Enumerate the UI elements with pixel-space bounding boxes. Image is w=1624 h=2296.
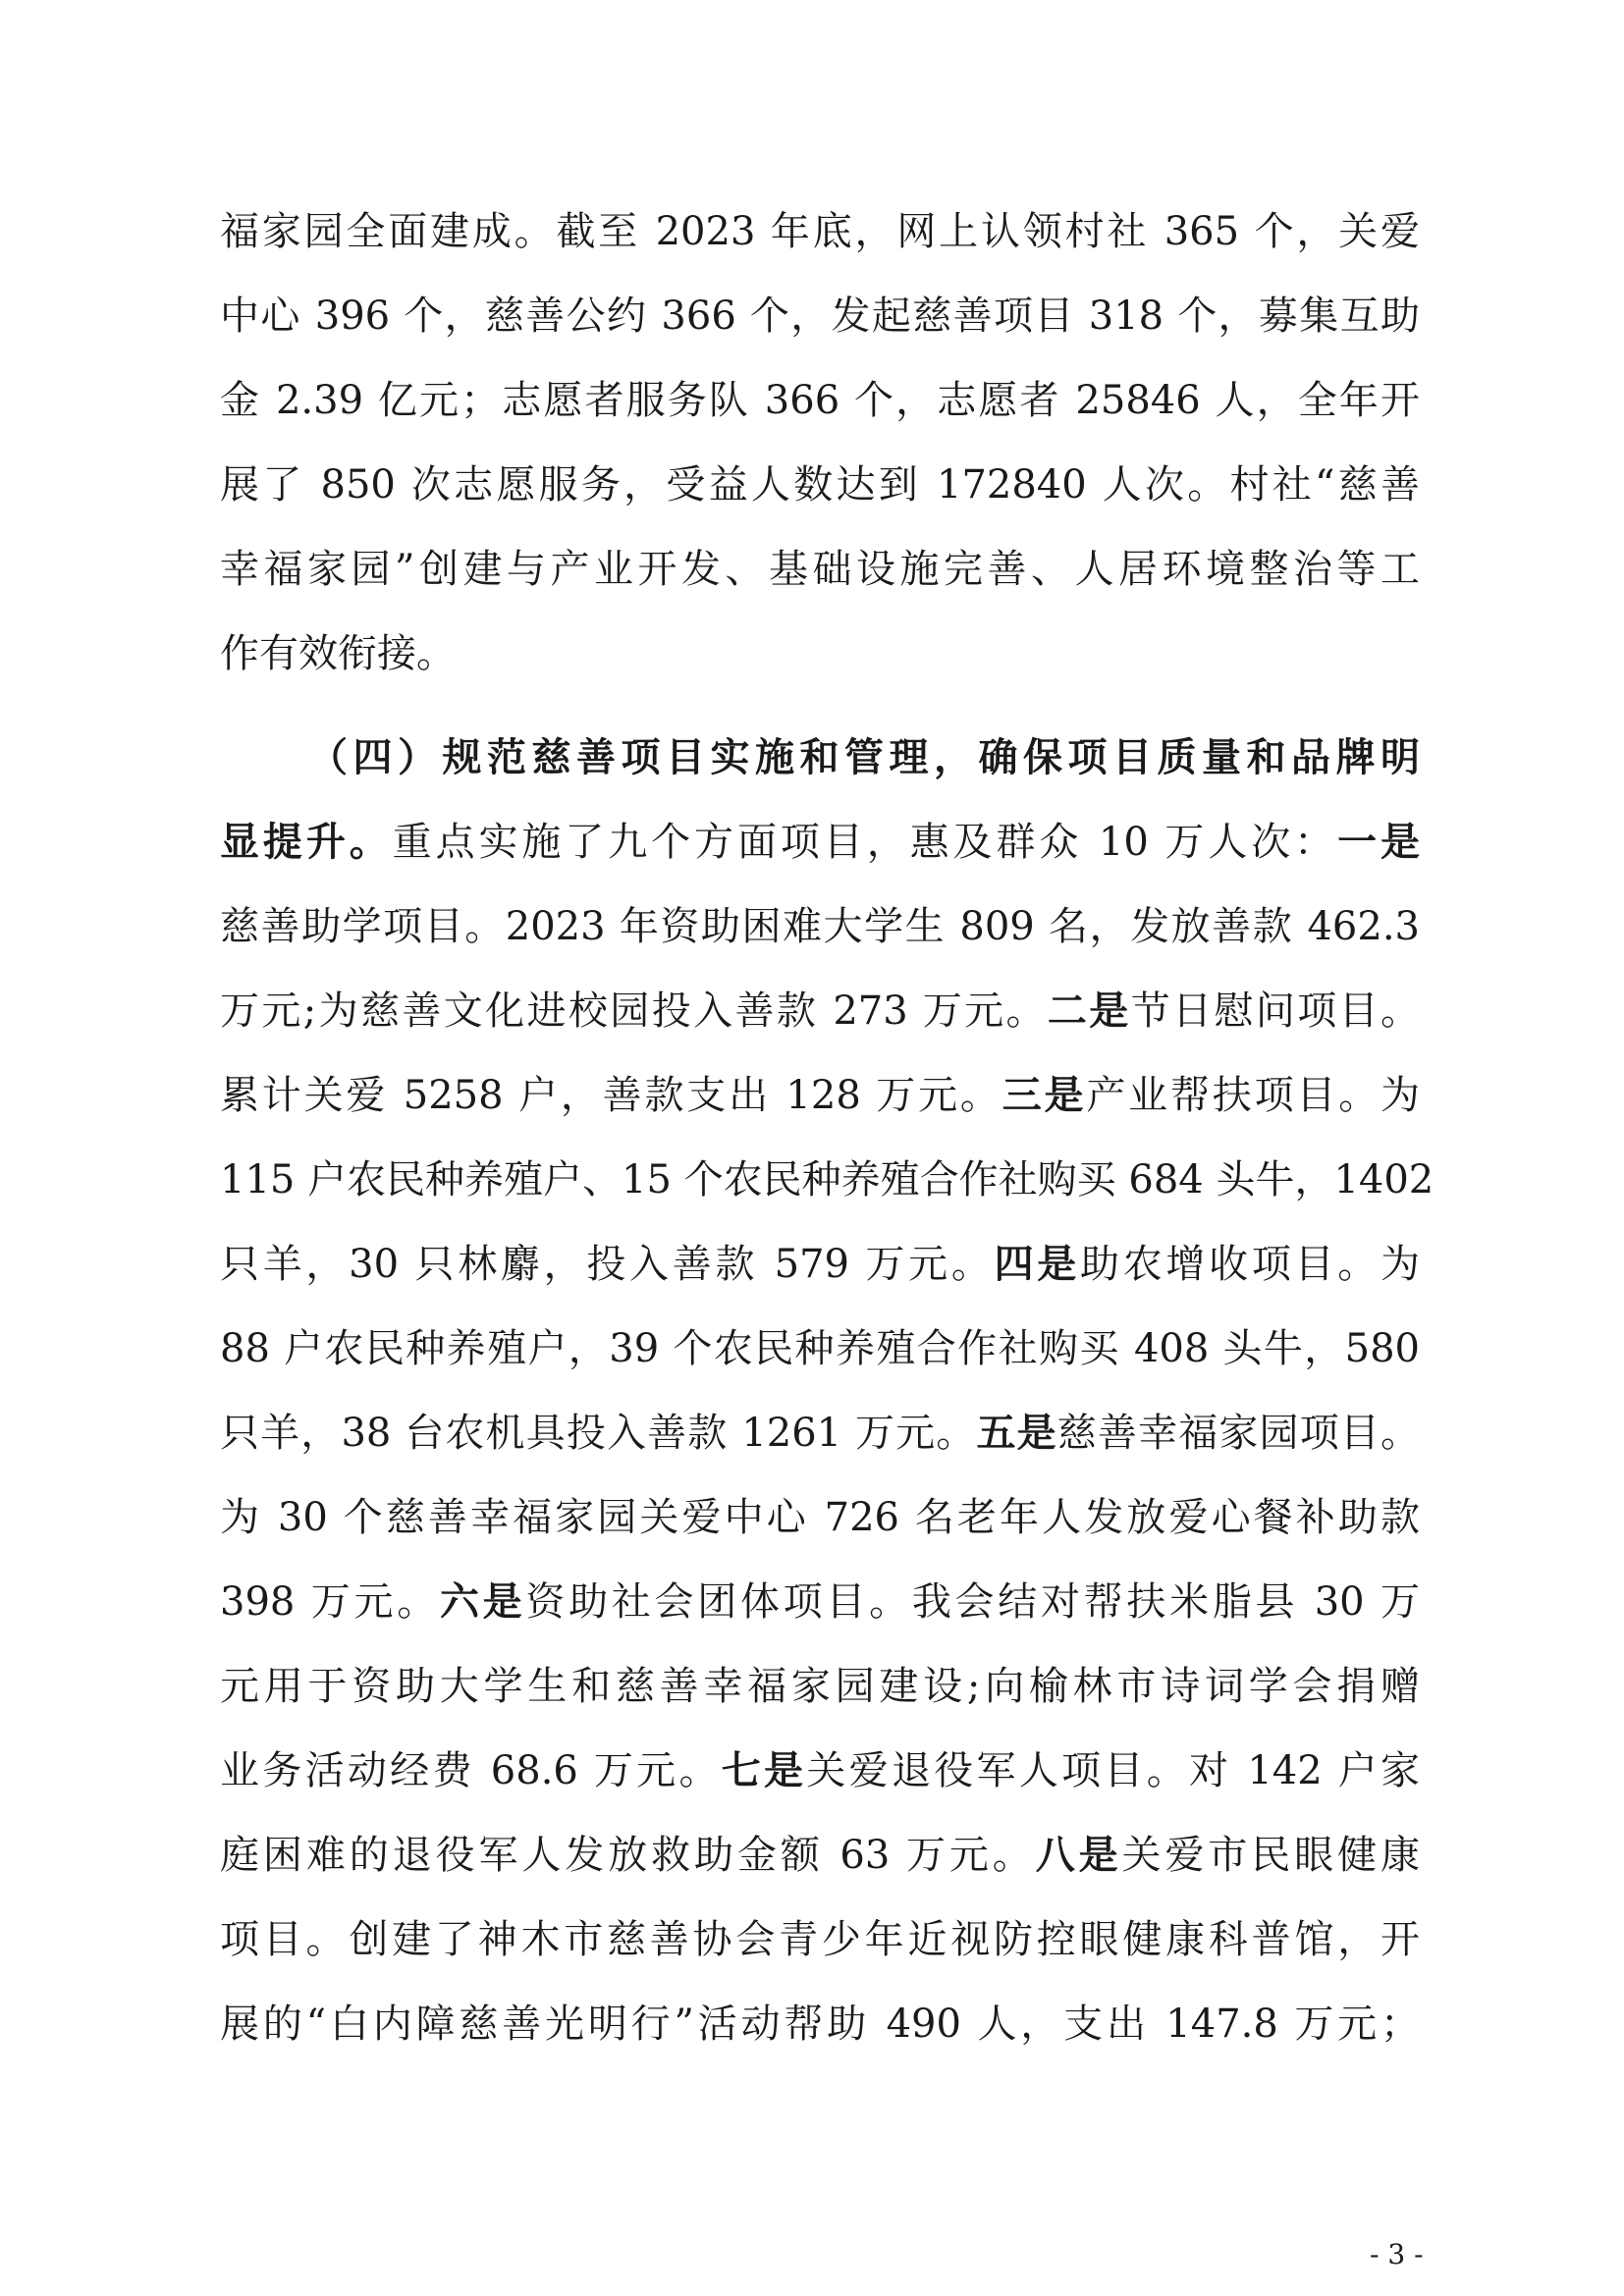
text-line: 项目。创建了神木市慈善协会青少年近视防控眼健康科普馆，开 bbox=[220, 1917, 1420, 1962]
section-heading: （四）规范慈善项目实施和管理，确保项目质量和品牌明 bbox=[308, 734, 1420, 780]
text-line: 元用于资助大学生和慈善幸福家园建设;向榆林市诗词学会捐赠 bbox=[220, 1664, 1420, 1709]
text-line: 业务活动经费 68.6 万元。七是关爱退役军人项目。对 142 户家 bbox=[220, 1747, 1420, 1793]
text-line: 398 万元。六是资助社会团体项目。我会结对帮扶米脂县 30 万 bbox=[220, 1578, 1421, 1625]
text-line: 只羊，30 只林麝，投入善款 579 万元。四是助农增收项目。为 bbox=[220, 1241, 1421, 1287]
text-line: 作有效衔接。 bbox=[220, 631, 456, 676]
text-line: 只羊，38 台农机具投入善款 1261 万元。五是慈善幸福家园项目。 bbox=[220, 1410, 1421, 1456]
text-line: 慈善助学项目。2023 年资助困难大学生 809 名，发放善款 462.3 bbox=[220, 904, 1420, 949]
text-line: 累计关爱 5258 户，善款支出 128 万元。三是产业帮扶项目。为 bbox=[220, 1072, 1421, 1118]
text-line: 88 户农民种养殖户，39 个农民种养殖合作社购买 408 头牛，580 bbox=[220, 1326, 1420, 1371]
text-line: 115 户农民种养殖户、15 个农民种养殖合作社购买 684 头牛，1402 bbox=[220, 1157, 1435, 1202]
text-line: 中心 396 个，慈善公约 366 个，发起慈善项目 318 个，募集互助 bbox=[220, 294, 1420, 339]
text-line: 展的“白内障慈善光明行”活动帮助 490 人，支出 147.8 万元； bbox=[220, 2002, 1420, 2047]
text-line: 万元;为慈善文化进校园投入善款 273 万元。二是节日慰问项目。 bbox=[220, 988, 1421, 1034]
page-number: - 3 - bbox=[1370, 2238, 1424, 2270]
text-line: 显提升。重点实施了九个方面项目，惠及群众 10 万人次：一是 bbox=[220, 819, 1421, 865]
text-line: 庭困难的退役军人发放救助金额 63 万元。八是关爱市民眼健康 bbox=[220, 1832, 1421, 1878]
text-line: 金 2.39 亿元；志愿者服务队 366 个，志愿者 25846 人，全年开 bbox=[220, 378, 1420, 423]
text-line: 展了 850 次志愿服务，受益人数达到 172840 人次。村社“慈善 bbox=[220, 462, 1420, 507]
text-line: 幸福家园”创建与产业开发、基础设施完善、人居环境整治等工 bbox=[220, 547, 1420, 592]
text-line: 福家园全面建成。截至 2023 年底，网上认领村社 365 个，关爱 bbox=[220, 209, 1420, 254]
text-line: 为 30 个慈善幸福家园关爱中心 726 名老年人发放爱心餐补助款 bbox=[220, 1495, 1420, 1540]
